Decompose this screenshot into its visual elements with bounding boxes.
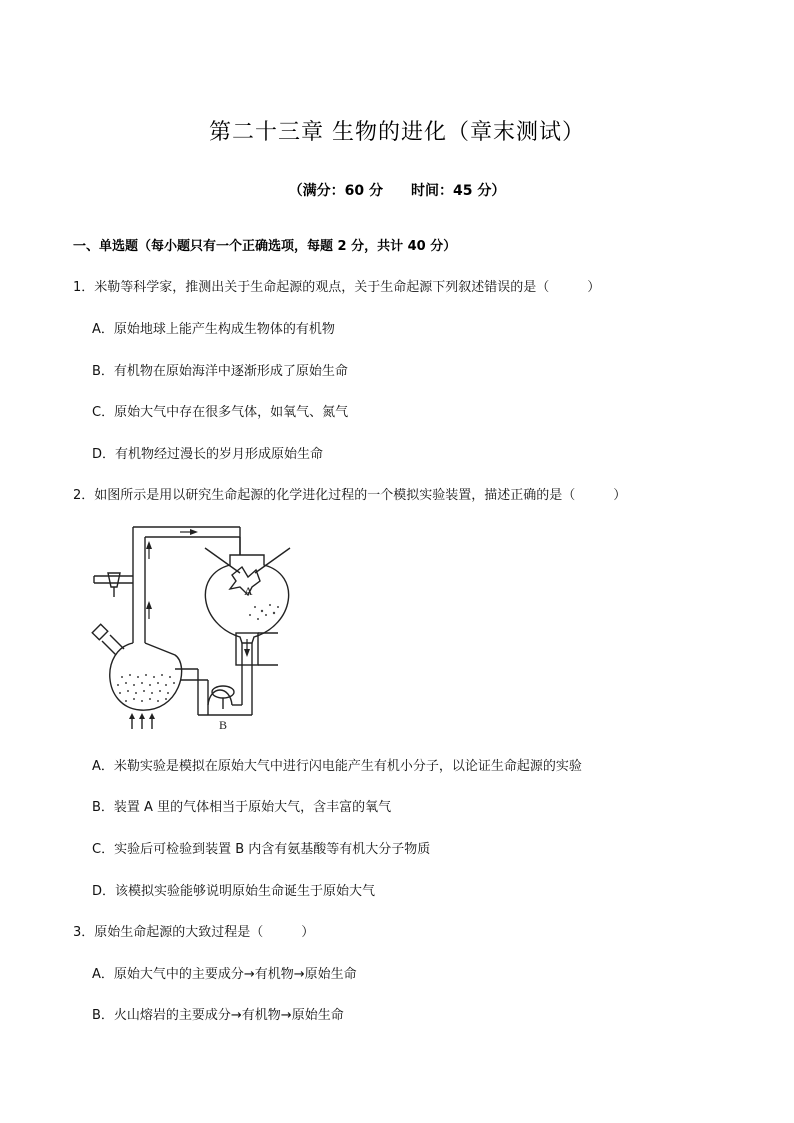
question-1-text: 1．米勒等科学家，推测出关于生命起源的观点，关于生命起源下列叙述错误的是（ [73,280,550,295]
question-1-close: ） [587,280,601,295]
question-3-option-a: A．原始大气中的主要成分→有机物→原始生命 [92,967,357,982]
question-2-text: 2．如图所示是用以研究生命起源的化学进化过程的一个模拟实验装置，描述正确的是（ [73,488,576,503]
question-2-option-d: D．该模拟实验能够说明原始生命诞生于原始大气 [92,884,376,899]
page-title: 第二十三章 生物的进化（章末测试） [209,120,585,145]
question-1-stem [73,276,600,295]
exam-score: （满分：60 分 [288,183,383,199]
question-3-close: ） [301,925,315,940]
question-3-text: 3．原始生命起源的大致过程是（ [73,925,264,940]
flask-a-label: A [244,584,253,598]
exam-time: 时间：45 分） [411,183,506,199]
section-title: 一、单选题（每小题只有一个正确选项，每题 2 分，共计 40 分） [73,239,457,254]
exam-info [0,180,794,200]
miller-experiment-diagram [80,515,310,737]
question-3-stem [73,921,314,940]
question-2-option-b: B．装置 A 里的气体相当于原始大气，含丰富的氧气 [92,800,392,815]
question-3-option-b: B．火山熔岩的主要成分→有机物→原始生命 [92,1008,344,1023]
question-2-option-a: A．米勒实验是模拟在原始大气中进行闪电能产生有机小分子，以论证生命起源的实验 [92,759,582,774]
question-2-close: ） [613,488,627,503]
question-2-stem [73,484,626,503]
question-1-option-a: A．原始地球上能产生构成生物体的有机物 [92,322,335,337]
question-1-option-d: D．有机物经过漫长的岁月形成原始生命 [92,447,324,462]
trap-b-label: B [219,718,228,732]
question-1-option-c: C．原始大气中存在很多气体，如氧气、氮气 [92,405,349,420]
question-2-option-c: C．实验后可检验到装置 B 内含有氨基酸等有机大分子物质 [92,842,431,857]
question-1-option-b: B．有机物在原始海洋中逐渐形成了原始生命 [92,364,348,379]
